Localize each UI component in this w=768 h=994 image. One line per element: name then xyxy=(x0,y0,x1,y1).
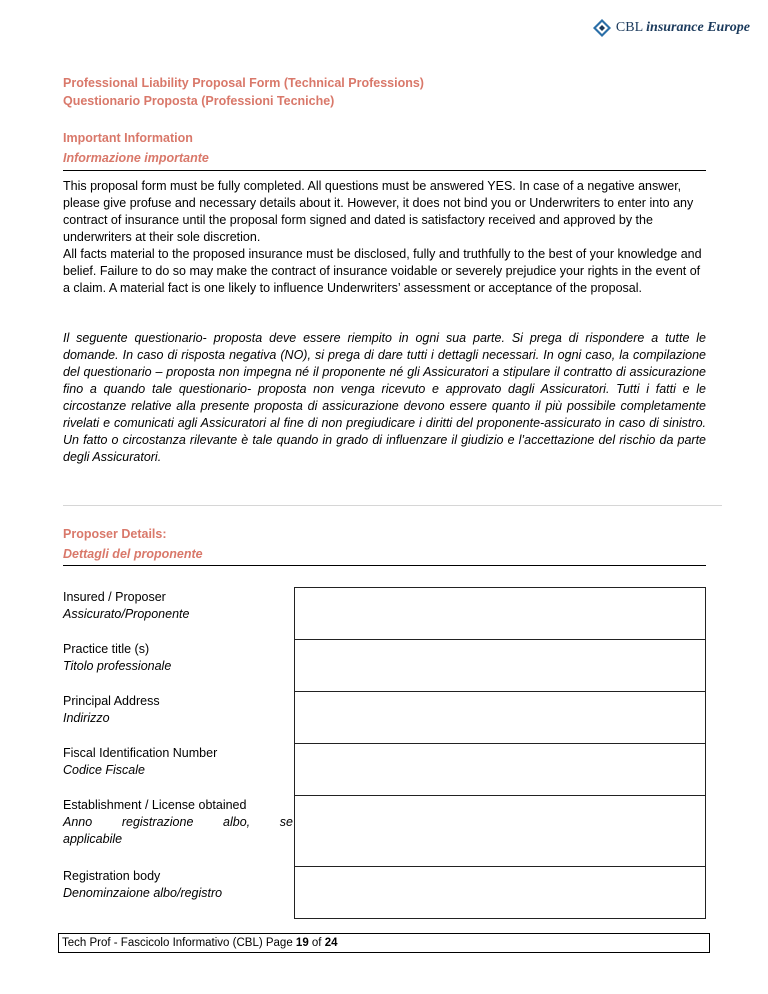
section-separator xyxy=(63,505,722,506)
important-para-2: All facts material to the proposed insurance must be disclosed, fully and truthfully to the best of your knowledge and belief. Failure to do so may make the contract of insurance voidable or severely prejudice your rights in the event of a claim. A material fact is one likely to influence Underwriters’ assessment or acceptance of the proposal. xyxy=(63,247,702,295)
fiscal-id-field[interactable] xyxy=(294,743,706,796)
important-text-en xyxy=(63,178,706,297)
license-field[interactable] xyxy=(294,795,706,867)
cbl-diamond-logo-icon xyxy=(592,18,612,38)
page-footer: Tech Prof - Fascicolo Informativo (CBL) Page 19 of 24 xyxy=(58,933,710,953)
page-number: 19 xyxy=(295,937,309,949)
field-label-registration-body: Registration body Denominzaione albo/registro xyxy=(63,869,223,900)
proposer-divider xyxy=(63,565,706,566)
field-label-license: Establishment / License obtained Anno registrazione albo, se applicabile xyxy=(63,798,293,846)
title-it: Questionario Proposta (Professioni Tecniche) xyxy=(63,94,335,108)
important-heading: Important Information Informazione importante xyxy=(63,131,209,165)
proposer-heading: Proposer Details: Dettagli del proponente xyxy=(63,527,203,561)
registration-body-field[interactable] xyxy=(294,866,706,919)
address-field[interactable] xyxy=(294,691,706,744)
important-divider xyxy=(63,170,706,171)
practice-title-field[interactable] xyxy=(294,639,706,692)
field-label-practice-title: Practice title (s) Titolo professionale xyxy=(63,642,172,673)
field-label-fiscal-id: Fiscal Identification Number Codice Fiscale xyxy=(63,746,218,777)
important-para-1: This proposal form must be fully completed. All questions must be answered YES. In case of a negative answer, please give profuse and necessary details about it. However, it does not bind you or Underwriters to enter into any contract of insurance until the proposal form signed and dated is satisfactory received and approved by the underwriters at their sole discretion. xyxy=(63,179,694,244)
title-en: Professional Liability Proposal Form (Technical Professions) xyxy=(63,76,424,90)
important-text-it: Il seguente questionario- proposta deve essere riempito in ogni sua parte. Si prega di rispondere a tutte le domande. In caso di risposta negativa (NO), si prega di dare tutti i dettagli necessari. In ogni caso, la compilazione del questionario – proposta non impegna né il proponente né gli Assicuratori a stipulare il contratto di assicurazione fino a quando tale questionario- proposta non venga ricevuto e approvato dagli Assicuratori. Tutti i fatti e le circostanze relative alla presente proposta di assicurazione devono essere quanto il più possibile completamente rivelati e comunicati agli Assicuratori al fine di non pregiudicare i diritti del proponente-assicurato in caso di sinistro. Un fatto o circostanza rilevante è tale quando in grado di influenzare il giudizio e l’accettazione del rischio da parte degli Assicuratori. xyxy=(63,331,706,464)
form-title xyxy=(63,74,424,110)
field-label-insured: Insured / Proposer Assicurato/Proponente xyxy=(63,590,190,621)
insured-field[interactable] xyxy=(294,587,706,640)
field-label-address: Principal Address Indirizzo xyxy=(63,694,160,725)
page-total: 24 xyxy=(324,937,338,949)
brand-logo xyxy=(592,18,750,38)
brand-name: CBL insurance Europe xyxy=(615,20,750,35)
